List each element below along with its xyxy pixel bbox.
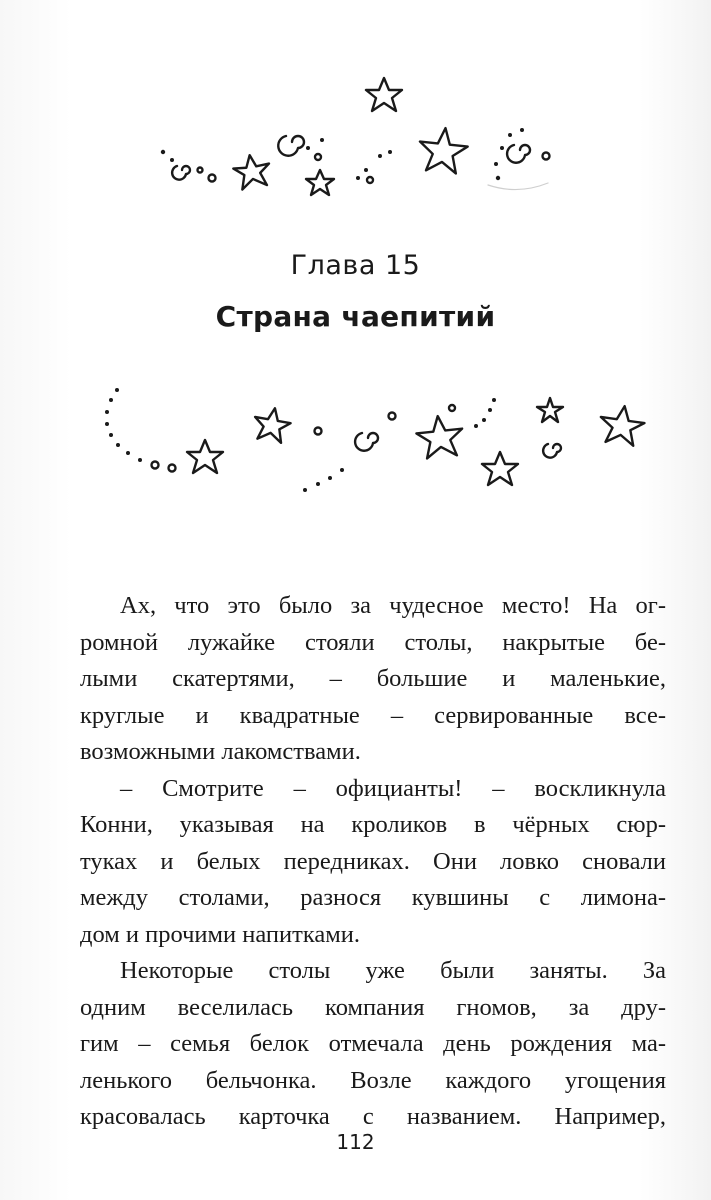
page-number: 112 xyxy=(336,1130,375,1154)
chapter-title: Страна чаепитий xyxy=(215,300,496,333)
text-line: дом и прочими напитками. xyxy=(80,920,361,948)
swirl-icon xyxy=(278,136,304,156)
text-line: – Смотрите – официанты! – воскликнула xyxy=(120,774,666,802)
text-line: между столами, разнося кувшины с лимона- xyxy=(80,884,666,911)
star-icon xyxy=(366,78,402,111)
swirl-icon xyxy=(172,166,190,180)
text-line: гим – семья белок отмечала день рождения ма- xyxy=(80,1030,666,1057)
star-icon xyxy=(417,126,469,175)
text-line: красовалась карточка с названием. Например, xyxy=(80,1103,666,1130)
text-line: Некоторые столы уже были заняты. За xyxy=(120,957,666,984)
swirl-icon xyxy=(355,433,378,451)
star-icon xyxy=(598,403,647,447)
star-icon xyxy=(306,170,334,195)
top-stars-ornament xyxy=(0,60,711,210)
text-line: лыми скатертями, – большие и маленькие, xyxy=(80,665,666,692)
text-line: круглые и квадратные – сервированные все- xyxy=(80,701,666,729)
swirl-icon xyxy=(507,145,530,163)
swirl-icon xyxy=(543,444,561,458)
text-line: ленького бельчонка. Возле каждого угощения xyxy=(80,1066,666,1094)
text-line: туках и белых передниках. Они ловко сновали xyxy=(80,847,666,875)
text-line: Ах, что это было за чудесное место! На ог- xyxy=(120,592,666,619)
star-icon xyxy=(232,153,272,191)
star-icon xyxy=(482,452,518,485)
text-line: возможными лакомствами. xyxy=(80,738,361,765)
chapter-number: Глава 15 xyxy=(290,250,421,281)
star-icon xyxy=(251,405,292,444)
chapter-body-text xyxy=(80,588,666,1136)
star-icon xyxy=(537,398,563,422)
text-line: Конни, указывая на кроликов в чёрных сюр- xyxy=(80,811,666,838)
text-line: ромной лужайке стояли столы, накрытые бе- xyxy=(80,628,666,656)
text-line: одним веселилась компания гномов, за дру- xyxy=(80,993,666,1021)
star-icon xyxy=(415,414,465,460)
bottom-stars-ornament xyxy=(0,380,711,510)
star-icon xyxy=(187,440,223,473)
